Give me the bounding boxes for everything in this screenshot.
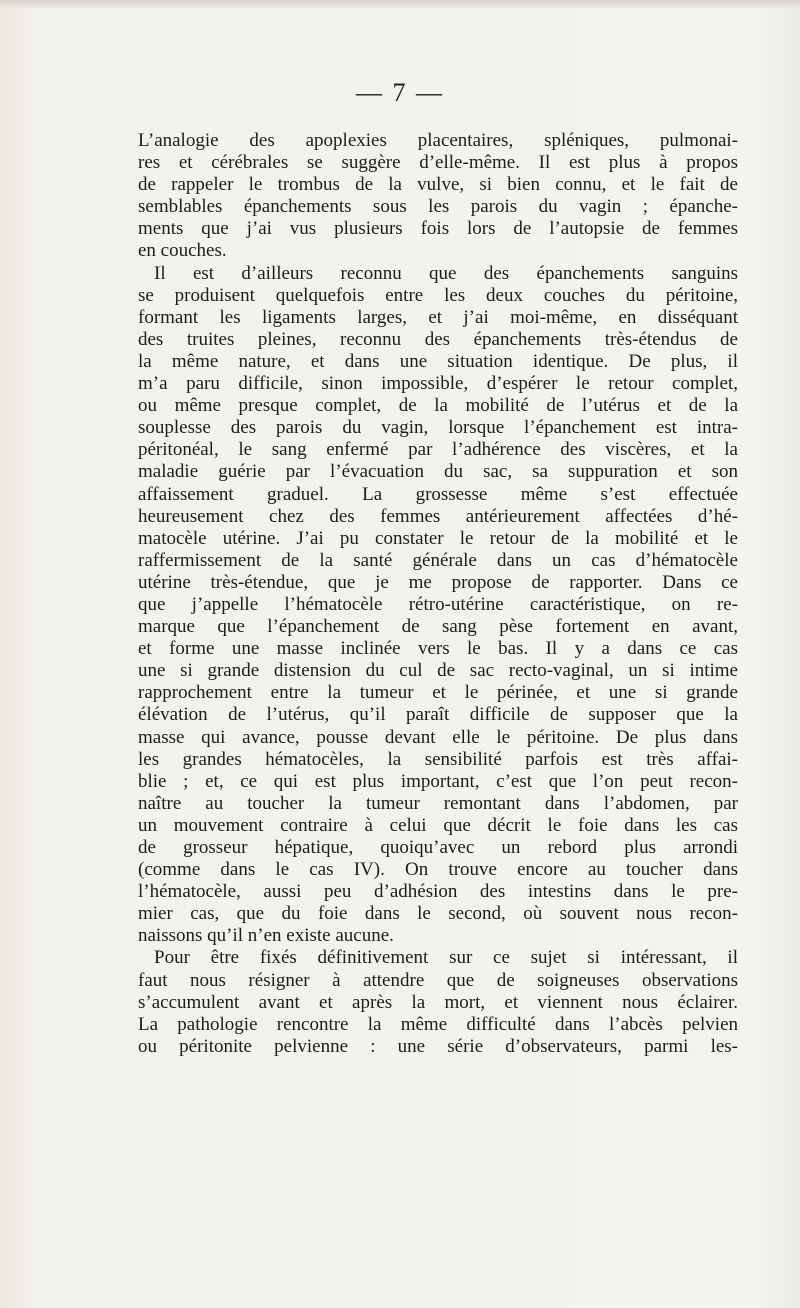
text-line: utérine très-étendue, que je me propose de rapporter. Dans ce	[138, 571, 738, 593]
text-line: marque que l’épanchement de sang pèse fortement en avant,	[138, 616, 738, 638]
text-line: semblables épanchements sous les parois du vagin ; épanche-	[138, 196, 738, 218]
page-top-edge	[0, 0, 800, 8]
text-line: (comme dans le cas IV). On trouve encore au toucher dans	[138, 859, 738, 881]
text-line: rapprochement entre la tumeur et le périnée, et une si grande	[138, 682, 738, 704]
text-line: res et cérébrales se suggère d’elle-même. Il est plus à propos	[138, 152, 738, 174]
text-line: formant les ligaments larges, et j’ai moi-même, en disséquant	[138, 306, 738, 328]
text-line: que j’appelle l’hématocèle rétro-utérine caractéristique, on re-	[138, 593, 738, 615]
text-line: l’hématocèle, aussi peu d’adhésion des intestins dans le pre-	[138, 881, 738, 903]
text-line: masse qui avance, pousse devant elle le péritoine. De plus dans	[138, 726, 738, 748]
text-line: naissons qu’il n’en existe aucune.	[138, 925, 394, 947]
text-line: la même nature, et dans une situation identique. De plus, il	[138, 350, 738, 372]
text-line: maladie guérie par l’évacuation du sac, sa suppuration et son	[138, 461, 738, 483]
text-line: raffermissement de la santé générale dans un cas d’hématocèle	[138, 549, 738, 571]
text-line: s’accumulent avant et après la mort, et viennent nous éclairer.	[138, 991, 738, 1013]
page-number: — 7 —	[356, 78, 444, 107]
text-line: blie ; et, ce qui est plus important, c’est que l’on peut recon-	[138, 770, 738, 792]
text-line: ou péritonite pelvienne : une série d’observateurs, parmi les-	[138, 1035, 738, 1057]
text-line: de rappeler le trombus de la vulve, si bien connu, et le fait de	[138, 174, 738, 196]
text-line: La pathologie rencontre la même difficulté dans l’abcès pelvien	[138, 1013, 738, 1035]
text-line: ou même presque complet, de la mobilité de l’utérus et de la	[138, 395, 738, 417]
text-line: élévation de l’utérus, qu’il paraît difficile de supposer que la	[138, 704, 738, 726]
text-line: des truites pleines, reconnu des épanchements très-étendus de	[138, 328, 738, 350]
text-line: Pour être fixés définitivement sur ce sujet si intéressant, il	[154, 947, 738, 969]
text-line: Il est d’ailleurs reconnu que des épanchements sanguins	[154, 262, 738, 284]
text-line: faut nous résigner à attendre que de soigneuses observations	[138, 969, 738, 991]
text-line: souplesse des parois du vagin, lorsque l’épanchement est intra-	[138, 417, 738, 439]
text-line: heureusement chez des femmes antérieurement affectées d’hé-	[138, 505, 738, 527]
text-line: naître au toucher la tumeur remontant dans l’abdomen, par	[138, 792, 738, 814]
text-line: un mouvement contraire à celui que décrit le foie dans les cas	[138, 814, 738, 836]
text-line: et forme une masse inclinée vers le bas. Il y a dans ce cas	[138, 638, 738, 660]
text-line: ments que j’ai vus plusieurs fois lors de l’autopsie de femmes	[138, 218, 738, 240]
text-line: les grandes hématocèles, la sensibilité parfois est très affai-	[138, 748, 738, 770]
text-line: de grosseur hépatique, quoiqu’avec un rebord plus arrondi	[138, 837, 738, 858]
text-line: une si grande distension du cul de sac recto-vaginal, un si intime	[138, 660, 738, 682]
text-line: matocèle utérine. J’ai pu constater le retour de la mobilité et le	[138, 527, 738, 549]
text-line: péritonéal, le sang enfermé par l’adhérence des viscères, et la	[138, 439, 738, 461]
text-line: L’analogie des apoplexies placentaires, spléniques, pulmonai-	[138, 130, 738, 151]
text-line: m’a paru difficile, sinon impossible, d’espérer le retour complet,	[138, 373, 738, 395]
body-text	[138, 130, 738, 1058]
text-line: mier cas, que du foie dans le second, où souvent nous recon-	[138, 903, 738, 925]
text-line: en couches.	[138, 240, 227, 262]
text-line: se produisent quelquefois entre les deux couches du péritoine,	[138, 284, 738, 306]
text-line: affaissement graduel. La grossesse même s’est effectuée	[138, 483, 738, 505]
